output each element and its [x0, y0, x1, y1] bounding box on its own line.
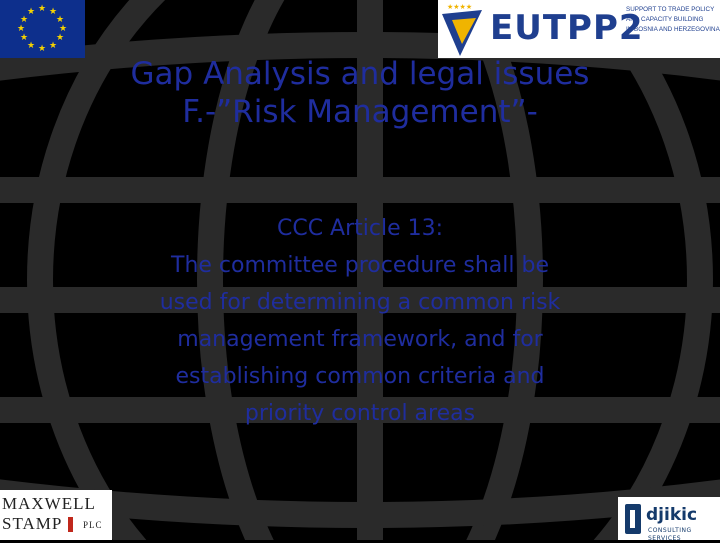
slide-body-line: establishing common criteria and: [175, 364, 545, 389]
eu-star-icon: ★: [56, 33, 65, 43]
eu-star-icon: ★: [49, 7, 58, 17]
slide-title-line: F.-”Risk Management”-: [182, 94, 538, 130]
slide-body-line: CCC Article 13:: [276, 216, 444, 241]
djikic-logo-name: djikic: [646, 505, 698, 525]
maxwell-logo-suffix: PLC: [83, 520, 103, 530]
eutpp2-brand-text: EUTPP2: [490, 8, 644, 48]
eu-star-icon: ★: [38, 4, 47, 14]
eu-star-icon: ★: [20, 33, 29, 43]
slide-body-line: management framework, and for: [177, 327, 543, 352]
eu-star-icon: ★: [49, 41, 58, 51]
slide-body-line: The committee procedure shall be: [171, 253, 549, 278]
eu-star-icon: ★: [27, 7, 36, 17]
slide-body: [80, 210, 640, 432]
maxwell-logo-bar: [68, 517, 73, 532]
svg-text:★★★★: ★★★★: [447, 3, 473, 11]
djikic-logo: [618, 497, 720, 540]
eu-star-icon: ★: [38, 44, 47, 54]
eu-star-icon: ★: [20, 15, 29, 25]
slide-body-line: priority control areas: [244, 401, 476, 426]
eutpp2-tagline-line: AND CAPACITY BUILDING: [626, 16, 704, 23]
eutpp2-tagline-line: IN BOSNIA AND HERZEGOVINA: [626, 26, 720, 33]
eutpp2-tagline: [626, 5, 718, 35]
slide-title-line: Gap Analysis and legal issues: [130, 56, 590, 92]
djikic-mark-icon: [625, 504, 641, 534]
eu-star-icon: ★: [59, 24, 68, 34]
eutpp2-tagline-line: SUPPORT TO TRADE POLICY: [626, 6, 715, 13]
eu-flag-logo: [0, 0, 85, 58]
maxwell-logo-line1: MAXWELL: [2, 494, 96, 513]
slide-title: [60, 55, 660, 131]
eutpp2-emblem-icon: [438, 0, 494, 58]
maxwell-logo-line2: STAMP: [2, 514, 63, 533]
djikic-logo-subtitle: CONSULTING SERVICES: [648, 527, 692, 542]
eu-star-icon: ★: [17, 24, 26, 34]
eu-star-icon: ★: [27, 41, 36, 51]
eutpp2-logo: [438, 0, 720, 58]
eu-star-icon: ★: [56, 15, 65, 25]
slide-body-line: used for determining a common risk: [159, 290, 561, 315]
maxwell-stamp-logo: [0, 490, 112, 540]
